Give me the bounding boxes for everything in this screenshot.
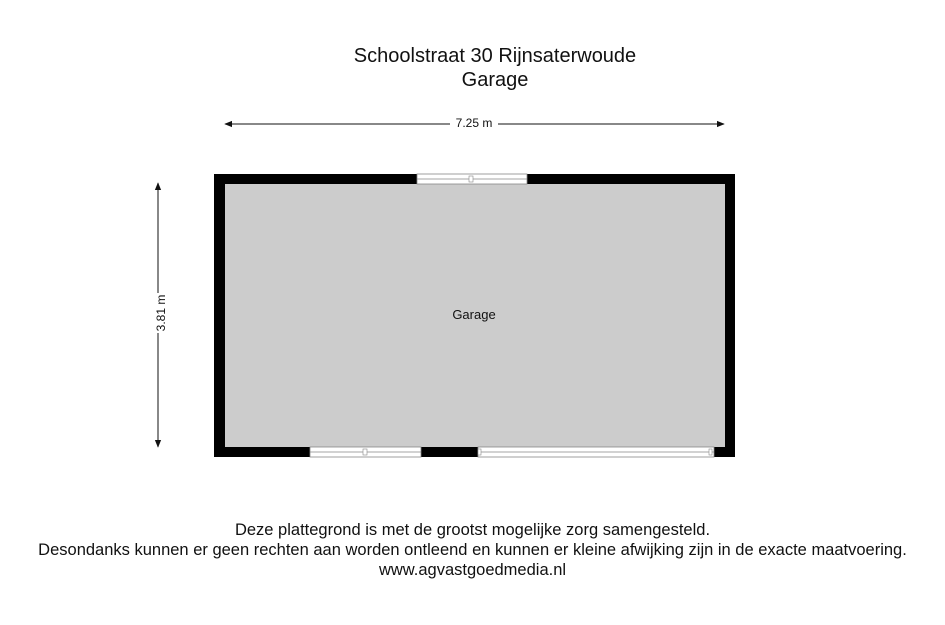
plan-address-title: Schoolstraat 30 Rijnsaterwoude bbox=[353, 45, 637, 67]
bottom-left-window bbox=[310, 447, 421, 457]
disclaimer-line-2: Desondanks kunnen er geen rechten aan worden ontleend en kunnen er kleine afwijking zijn in de exacte maatvoering. bbox=[38, 541, 907, 559]
width-dimension-label: 7.25 m bbox=[450, 115, 498, 131]
top-window bbox=[417, 174, 527, 184]
garage-door bbox=[478, 447, 714, 457]
height-dimension-label: 3.81 m bbox=[154, 294, 168, 332]
plan-floor-title: Garage bbox=[461, 69, 529, 91]
disclaimer-line-1: Deze plattegrond is met de grootst mogelijke zorg samengesteld. bbox=[234, 521, 711, 539]
room-label: Garage bbox=[452, 307, 496, 322]
website-text: www.agvastgoedmedia.nl bbox=[378, 561, 567, 579]
